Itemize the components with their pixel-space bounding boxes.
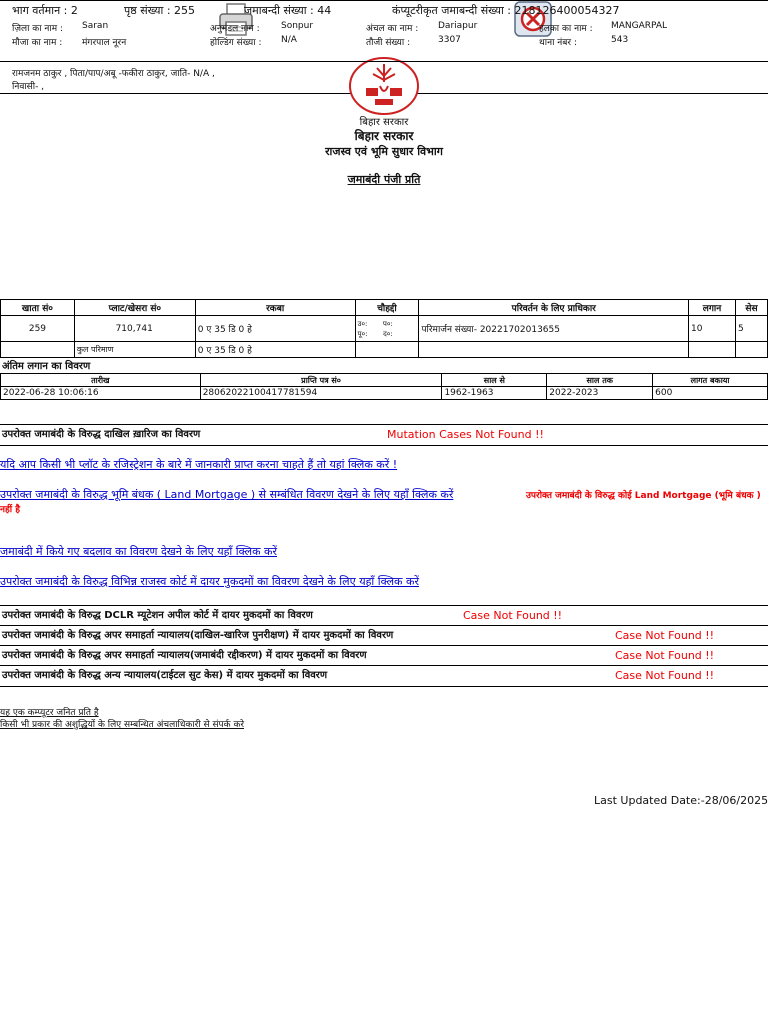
col-khata: खाता सं० [1, 300, 75, 316]
table-row [1, 387, 768, 400]
col-lagan: लगान [689, 300, 736, 316]
table-row [1, 316, 768, 342]
thana-label: थाना नंबर : [539, 38, 577, 48]
jamabandi-sankhya: जमाबन्दी संख्या : 44 [244, 4, 332, 17]
plot-value: 710,741 [74, 316, 195, 342]
mutation-status: Mutation Cases Not Found !! [387, 428, 544, 441]
niwasi-details: निवासी- , [12, 82, 45, 92]
computer-generated-note: यह एक कम्प्यूटर जनित प्रति है [0, 708, 99, 718]
case-row-cancellation [0, 645, 768, 666]
case-row-dclr [0, 605, 768, 626]
col-year-from: साल से [442, 374, 547, 387]
chauhaddi-east: पू०: [357, 329, 368, 338]
case-label: उपरोक्त जमाबंदी के विरुद्ध DCLR म्यूटेशन अपील कोर्ट में दायर मुकदमों का विवरण [2, 610, 313, 621]
lagan-receipt: 28062022100417781594 [200, 387, 442, 400]
halka-value: MANGARPAL [611, 21, 668, 31]
case-row-revision [0, 625, 768, 646]
adhikar-value: परिमार्जन संख्या- 20221702013655 [419, 316, 689, 342]
ses-value: 5 [735, 316, 767, 342]
anchal-value: Dariapur [438, 21, 478, 31]
bihar-emblem-seal [347, 56, 421, 116]
chauhaddi-value [355, 316, 419, 342]
tauzi-label: तौजी संख्या : [366, 38, 411, 48]
khata-table [0, 299, 768, 358]
case-label: उपरोक्त जमाबंदी के विरुद्ध अन्य न्यायालय(टाईटल सुट केस) में दायर मुकदमों का विवरण [2, 670, 328, 681]
mauja-label: मौजा का नाम : [12, 38, 63, 48]
last-updated-date: Last Updated Date:-28/06/2025 [594, 794, 768, 807]
col-date: तारीख [1, 374, 201, 387]
mutation-section [0, 424, 768, 446]
mortgage-status: उपरोक्त जमाबंदी के विरुद्ध कोई Land Mortgage (भूमि बंधक ) नहीं है [0, 491, 761, 515]
header-government: बिहार सरकार [354, 129, 414, 143]
zila-value: Saran [82, 21, 109, 31]
case-label: उपरोक्त जमाबंदी के विरुद्ध अपर समाहर्ता न्यायालय(दाखिल-खारिज पुनरीक्षण) में दायर मुकदमों का विवरण [2, 630, 394, 641]
col-plot: प्लाट/खेसरा सं० [74, 300, 195, 316]
col-ses: सेस [735, 300, 767, 316]
land-mortgage-link[interactable]: उपरोक्त जमाबंदी के विरुद्ध भूमि बंधक ( Land Mortgage ) से सम्बंधित विवरण देखने के लिए यहाँ क्लिक करें [0, 488, 454, 501]
total-row [1, 342, 768, 358]
col-chauhaddi: चौहद्दी [355, 300, 419, 316]
bhag-vartman: भाग वर्तमान : 2 [12, 4, 78, 17]
lagan-table [0, 373, 768, 400]
lagan-due: 600 [653, 387, 768, 400]
case-label: उपरोक्त जमाबंदी के विरुद्ध अपर समाहर्ता न्यायालय(जमाबंदी रद्दीकरण) में दायर मुकदमों का विवरण [2, 650, 367, 661]
lagan-date: 2022-06-28 10:06:16 [1, 387, 201, 400]
case-status: Case Not Found !! [615, 649, 715, 662]
holding-label: होल्डिंग संख्या : [210, 38, 262, 48]
khata-value: 259 [1, 316, 75, 342]
changes-detail-link[interactable]: जमाबंदी में किये गए बदलाव का विवरण देखने के लिए यहाँ क्लिक करें [0, 545, 277, 558]
tauzi-value: 3307 [438, 35, 461, 45]
col-rakba: रकबा [195, 300, 355, 316]
col-year-to: साल तक [547, 374, 653, 387]
khata-table-header [1, 300, 768, 316]
mutation-label: उपरोक्त जमाबंदी के विरुद्ध दाखिल ख़ारिज का विवरण [2, 429, 201, 440]
zila-label: ज़िला का नाम : [12, 24, 64, 34]
case-status: Case Not Found !! [615, 669, 715, 682]
col-adhikar: परिवर्तन के लिए प्राधिकार [419, 300, 689, 316]
chauhaddi-north: उ०: [357, 319, 368, 328]
col-due: लागत बकाया [653, 374, 768, 387]
raiyat-details: रामजनम ठाकुर , पिता/पाप/अबू -फकीरा ठाकुर, जाति- N/A , [12, 69, 215, 79]
col-receipt: प्राप्ति पत्र सं० [200, 374, 442, 387]
halka-label: हलका का नाम : [539, 24, 593, 34]
contact-note: किसी भी प्रकार की अशुद्धियों के लिए सम्बन्धित अंचलाधिकारी से संपर्क करे [0, 720, 245, 730]
chauhaddi-south: द०: [383, 329, 393, 338]
computerized-jamabandi: कंप्यूटरीकृत जमाबन्दी संख्या : 218126400054327 [392, 4, 620, 17]
chauhaddi-west: प०: [382, 319, 393, 328]
header-department: राजस्व एवं भूमि सुधार विभाग [325, 145, 443, 158]
rakba-value: 0 ए 35 डि 0 हे [195, 316, 355, 342]
document-title: जमाबंदी पंजी प्रति [347, 173, 421, 186]
mauja-value: मंगरपाल नूरन [82, 38, 127, 48]
thana-value: 543 [611, 35, 629, 45]
total-label: कुल परिमाण [74, 342, 195, 358]
header-line-1: बिहार सरकार [359, 117, 409, 128]
prishth-sankhya: पृष्ठ संख्या : 255 [124, 4, 196, 17]
case-status: Case Not Found !! [463, 609, 563, 622]
revenue-court-link[interactable]: उपरोक्त जमाबंदी के विरुद्ध विभिन्न राजस्व कोर्ट में दायर मुकदमों का विवरण देखने के लिए यहाँ क्लिक करें [0, 575, 419, 588]
case-row-title-suit [0, 665, 768, 687]
total-rakba: 0 ए 35 डि 0 हे [195, 342, 355, 358]
lagan-value: 10 [689, 316, 736, 342]
lagan-year-from: 1962-1963 [442, 387, 547, 400]
lagan-section-title: अंतिम लगान का विवरण [2, 361, 91, 372]
registration-info-link[interactable]: यदि आप किसी भी प्लॉट के रजिस्ट्रेशन के बारे में जानकारी प्राप्त करना चाहते हैं तो यहां क्लिक करें ! [0, 458, 398, 471]
anumandal-value: Sonpur [281, 21, 314, 31]
holding-value: N/A [281, 35, 297, 45]
lagan-table-header [1, 374, 768, 387]
case-status: Case Not Found !! [615, 629, 715, 642]
lagan-year-to: 2022-2023 [547, 387, 653, 400]
anchal-label: अंचल का नाम : [366, 24, 419, 34]
anumandal-label: अनुमंडल नाम : [210, 24, 260, 34]
